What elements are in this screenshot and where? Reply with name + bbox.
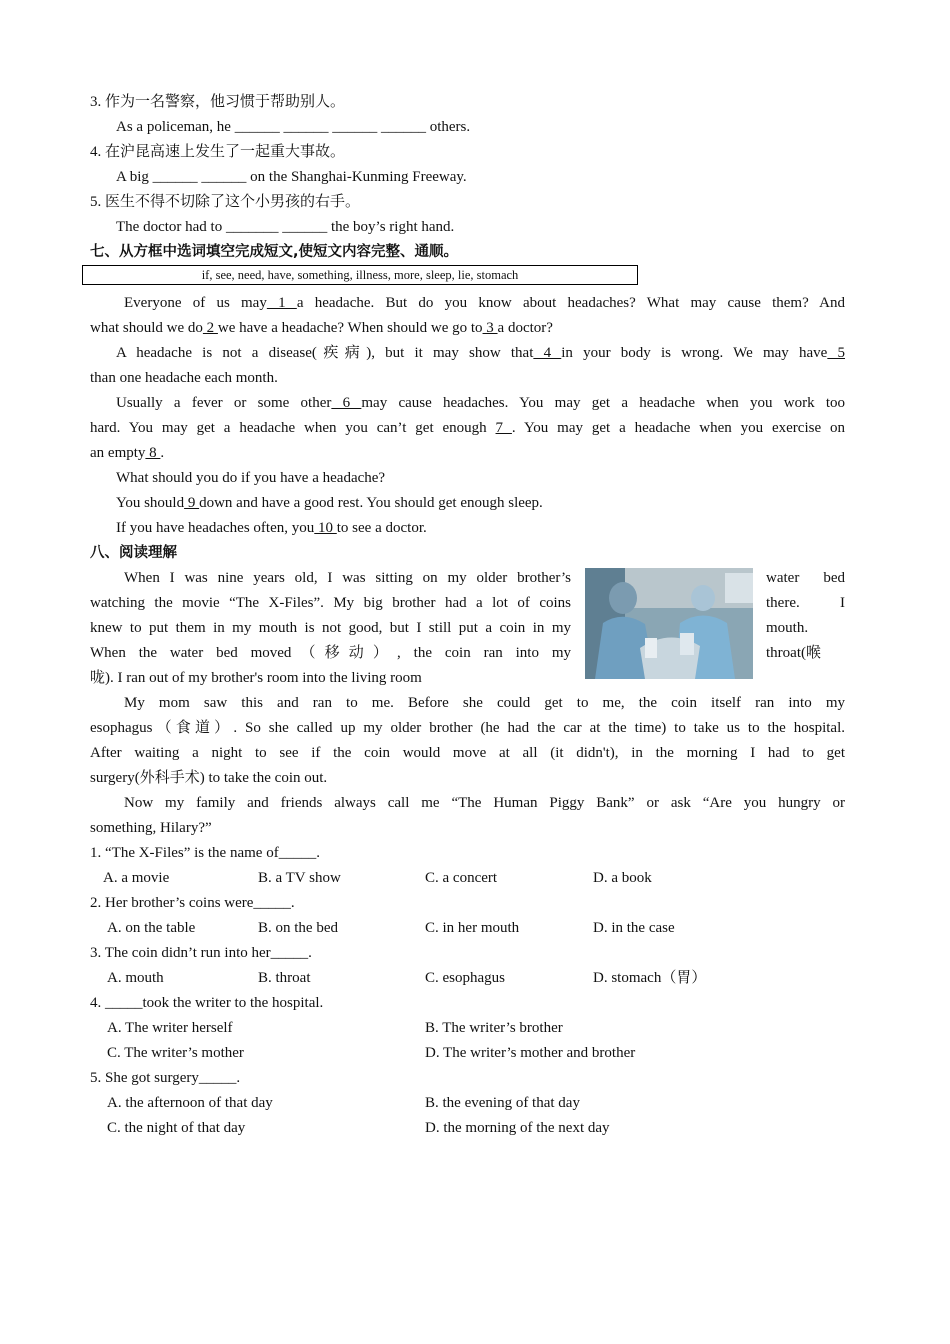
text: an empty xyxy=(90,445,146,461)
story-line3: knew to put them in my mouth is not good, but I still put a coin in my xyxy=(90,620,571,636)
text: what should we do xyxy=(90,320,203,336)
q3-english: As a policeman, he ______ ______ ______ ______ others. xyxy=(116,119,471,135)
text: may cause headaches. You may get a headache when you work too xyxy=(361,395,845,411)
cloze-p2-line1 xyxy=(90,341,845,366)
text: Usually a fever or some other xyxy=(116,395,332,411)
option-c: C. a concert xyxy=(425,870,498,886)
cloze-p1-line1 xyxy=(90,291,845,316)
story-line2: watching the movie “The X-Files”. My big brother had a lot of coins xyxy=(90,595,571,611)
blank-8: 8 xyxy=(145,445,161,461)
surgery-photo xyxy=(585,568,753,679)
text: in your body is wrong. We may have xyxy=(561,345,828,361)
question-2: 2. Her brother’s coins were_____. xyxy=(90,895,295,911)
cloze-p2-line2: than one headache each month. xyxy=(90,370,278,386)
option-b: B. throat xyxy=(258,970,311,986)
story-n2: something, Hilary?” xyxy=(90,820,212,836)
option-a: A. The writer herself xyxy=(107,1020,233,1036)
story-line2-right: there. I xyxy=(766,595,845,611)
cloze-p3-line3 xyxy=(90,441,845,466)
blank-2: 2 xyxy=(202,320,218,336)
option-b: B. the evening of that day xyxy=(425,1095,580,1111)
blank-1: 1 xyxy=(266,295,297,311)
option-a: A. on the table xyxy=(107,920,196,936)
question-3: 3. The coin didn’t run into her_____. xyxy=(90,945,312,961)
blank-7: 7 xyxy=(495,420,512,436)
story-m2: esophagus（食道）. So she called up my older brother (he had the car at the time) to take us to the hospital. xyxy=(90,720,845,736)
cloze-p5 xyxy=(90,491,845,516)
question-2-options xyxy=(90,916,845,941)
option-a: A. a movie xyxy=(103,870,170,886)
blank-3: 3 xyxy=(482,320,498,336)
section8-title: 八、阅读理解 xyxy=(90,545,177,561)
story-m1: My mom saw this and ran to me. Before she could get to me, the coin itself ran into my xyxy=(124,695,845,711)
option-b: B. a TV show xyxy=(258,870,341,886)
story-line1: When I was nine years old, I was sitting on my older brother’s xyxy=(124,570,571,586)
cloze-p3-line1 xyxy=(90,391,845,416)
question-3-options xyxy=(90,966,845,991)
worksheet-page xyxy=(90,90,845,1141)
story-line3-right: mouth. xyxy=(766,620,809,636)
option-a: A. the afternoon of that day xyxy=(107,1095,273,1111)
option-b: B. on the bed xyxy=(258,920,338,936)
story-line4: When the water bed moved（移动）, the coin ran into my xyxy=(90,645,571,661)
question-4: 4. _____took the writer to the hospital. xyxy=(90,995,324,1011)
question-5: 5. She got surgery_____. xyxy=(90,1070,241,1086)
option-c: C. esophagus xyxy=(425,970,505,986)
option-d: D. a book xyxy=(593,870,652,886)
option-d: D. the morning of the next day xyxy=(425,1120,610,1136)
option-d: D. in the case xyxy=(593,920,675,936)
text: a headache. But do you know about headaches? What may cause them? And xyxy=(296,295,845,311)
cloze-p6 xyxy=(90,516,845,541)
option-c: C. in her mouth xyxy=(425,920,520,936)
text: If you have headaches often, you xyxy=(116,520,315,536)
text: . xyxy=(160,445,165,461)
blank-5: 5 xyxy=(827,345,845,361)
text: a doctor? xyxy=(497,320,553,336)
text: You should xyxy=(116,495,185,511)
cloze-p4: What should you do if you have a headache? xyxy=(116,470,386,486)
option-d: D. stomach（胃） xyxy=(593,970,707,986)
question-5-options-ab xyxy=(90,1091,845,1116)
word-box: if, see, need, have, something, illness, more, sleep, lie, stomach xyxy=(82,265,638,285)
q3-chinese: 3. 作为一名警察，他习惯于帮助别人。 xyxy=(90,94,346,110)
story-n1: Now my family and friends always call me “The Human Piggy Bank” or ask “Are you hungry or xyxy=(124,795,845,811)
question-4-options-cd xyxy=(90,1041,845,1066)
option-c: C. the night of that day xyxy=(107,1120,246,1136)
question-5-options-cd xyxy=(90,1116,845,1141)
story-m4: surgery(外科手术) to take the coin out. xyxy=(90,770,328,786)
blank-6: 6 xyxy=(331,395,362,411)
section7-title: 七、从方框中选词填空完成短文,使短文内容完整、通顺。 xyxy=(90,244,459,260)
text: A headache is not a disease(疾病), but it may show that xyxy=(116,345,534,361)
text: . You may get a headache when you exercise on xyxy=(511,420,845,436)
story-line4-right: throat(喉 xyxy=(766,645,821,661)
text: we have a headache? When should we go to xyxy=(217,320,483,336)
blank-4: 4 xyxy=(533,345,562,361)
question-1-options xyxy=(90,866,845,891)
option-c: C. The writer’s mother xyxy=(107,1045,244,1061)
option-a: A. mouth xyxy=(107,970,164,986)
blank-10: 10 xyxy=(314,520,337,536)
story-m3: After waiting a night to see if the coin would move at all (it didn't), in the morning I had to get xyxy=(90,745,845,761)
text: Everyone of us may xyxy=(124,295,267,311)
q5-english: The doctor had to _______ ______ the boy’s right hand. xyxy=(116,219,455,235)
option-d: D. The writer’s mother and brother xyxy=(425,1045,636,1061)
cloze-p3-line2 xyxy=(90,416,845,441)
q4-english: A big ______ ______ on the Shanghai-Kunming Freeway. xyxy=(116,169,467,185)
question-1: 1. “The X-Files” is the name of_____. xyxy=(90,845,320,861)
text: to see a doctor. xyxy=(336,520,427,536)
blank-9: 9 xyxy=(184,495,200,511)
option-b: B. The writer’s brother xyxy=(425,1020,563,1036)
text: hard. You may get a headache when you can’t get enough xyxy=(90,420,496,436)
story-line1-right: water bed xyxy=(766,570,845,586)
q5-chinese: 5. 医生不得不切除了这个小男孩的右手。 xyxy=(90,194,361,210)
cloze-p1-line2 xyxy=(90,316,845,341)
text: down and have a good rest. You should get enough sleep. xyxy=(199,495,543,511)
story-line5: 咙). I ran out of my brother's room into the living room xyxy=(90,670,422,686)
question-4-options-ab xyxy=(90,1016,845,1041)
q4-chinese: 4. 在沪昆高速上发生了一起重大事故。 xyxy=(90,144,346,160)
